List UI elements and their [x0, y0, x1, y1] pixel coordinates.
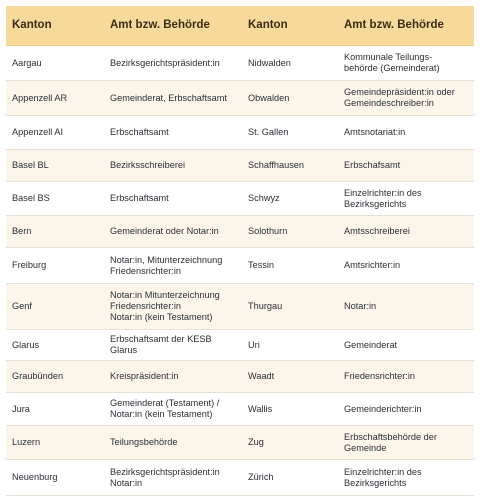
table-row: [6, 426, 474, 460]
amt-cell: Erbschaftsamt: [110, 127, 169, 137]
amt-cell: Kreispräsident:in: [110, 371, 179, 381]
table-body: [6, 46, 474, 496]
amt-cell: Einzelrichter:in des Bezirksgerichts: [344, 187, 422, 209]
kanton-cell: Glarus: [12, 339, 40, 350]
amt-cell: Gemeinderat (Testament) / Notar:in (kein Testament): [110, 398, 220, 419]
kanton-cell: Tessin: [248, 260, 275, 270]
kanton-cell: Zug: [248, 437, 264, 447]
kanton-cell: Appenzell AI: [12, 127, 64, 137]
amt-cell: Notar:in Mitunterzeichnung Friedensrichter:in Notar:in (kein Testament): [110, 290, 220, 322]
kanton-cell: St. Gallen: [248, 127, 289, 137]
kanton-cell: Schwyz: [248, 193, 280, 203]
kanton-cell: Jura: [12, 403, 30, 414]
header-kanton-2: Kanton: [248, 19, 288, 31]
amt-cell: Kommunale Teilungs- behörde (Gemeinderat): [344, 52, 440, 73]
amt-cell: Gemeinderat oder Notar:in: [110, 226, 219, 236]
kanton-cell: Freiburg: [12, 260, 47, 270]
kanton-cell: Zürich: [248, 472, 274, 482]
amt-cell: Bezirksschreiberei: [110, 160, 186, 170]
cantons-table: [6, 6, 474, 496]
amt-cell: Gemeinderat, Erbschaftsamt: [110, 92, 227, 103]
header-kanton-1: Kanton: [12, 19, 52, 31]
amt-cell: Bezirksgerichtspräsident:in: [110, 57, 220, 68]
amt-cell: Erbschaftsamt: [110, 193, 169, 203]
amt-cell: Gemeindepräsident:in oder Gemeindeschreiber:in: [344, 87, 455, 108]
amt-cell: Erbschaftsamt der KESB Glarus: [110, 334, 212, 355]
kanton-cell: Aargau: [12, 57, 42, 68]
header-amt-1: Amt bzw. Behörde: [110, 19, 210, 31]
table-row: [6, 361, 474, 393]
kanton-cell: Wallis: [248, 403, 273, 414]
kanton-cell: Schaffhausen: [248, 160, 305, 170]
table-row: [6, 393, 474, 426]
table-row: [6, 182, 474, 216]
amt-cell: Erbschafsamt: [344, 160, 401, 170]
amt-cell: Amtsrichter:in: [344, 260, 401, 270]
table-row: [6, 81, 474, 116]
amt-cell: Friedensrichter:in: [344, 371, 415, 381]
kanton-cell: Solothurn: [248, 226, 288, 236]
amt-cell: Bezirksgerichtspräsident:in Notar:in: [110, 466, 220, 488]
kanton-cell: Nidwalden: [248, 57, 291, 68]
table-row: [6, 216, 474, 248]
kanton-cell: Luzern: [12, 437, 41, 447]
kanton-cell: Bern: [12, 226, 32, 236]
table-row: [6, 150, 474, 182]
kanton-cell: Basel BS: [12, 193, 50, 203]
amt-cell: Notar:in: [344, 301, 377, 311]
kanton-cell: Basel BL: [12, 160, 49, 170]
header-amt-2: Amt bzw. Behörde: [344, 19, 444, 31]
kanton-cell: Graubünden: [12, 371, 64, 381]
amt-cell: Gemeinderat: [344, 339, 398, 350]
amt-cell: Teilungsbehörde: [110, 437, 178, 447]
table-row: [6, 284, 474, 330]
kanton-cell: Uri: [248, 339, 260, 350]
amt-cell: Notar:in, Mitunterzeichnung Friedensrichter:in: [110, 254, 223, 276]
kanton-cell: Waadt: [248, 371, 275, 381]
table-header: [6, 6, 474, 46]
kanton-cell: Thurgau: [248, 301, 283, 311]
table-row: [6, 460, 474, 496]
amt-cell: Amtsschreiberei: [344, 226, 410, 236]
table-row: [6, 46, 474, 81]
kanton-cell: Appenzell AR: [12, 92, 68, 103]
kanton-cell: Genf: [12, 301, 32, 311]
amt-cell: Erbschaftsbehörde der Gemeinde: [344, 431, 437, 453]
amt-cell: Gemeinderichter:in: [344, 403, 422, 414]
table-row: [6, 116, 474, 150]
table-row: [6, 330, 474, 361]
amt-cell: Einzelrichter:in des Bezirksgerichts: [344, 466, 422, 488]
kanton-cell: Neuenburg: [12, 472, 58, 482]
table-row: [6, 248, 474, 284]
kanton-cell: Obwalden: [248, 92, 290, 103]
amt-cell: Amtsnotariat:in: [344, 127, 406, 137]
